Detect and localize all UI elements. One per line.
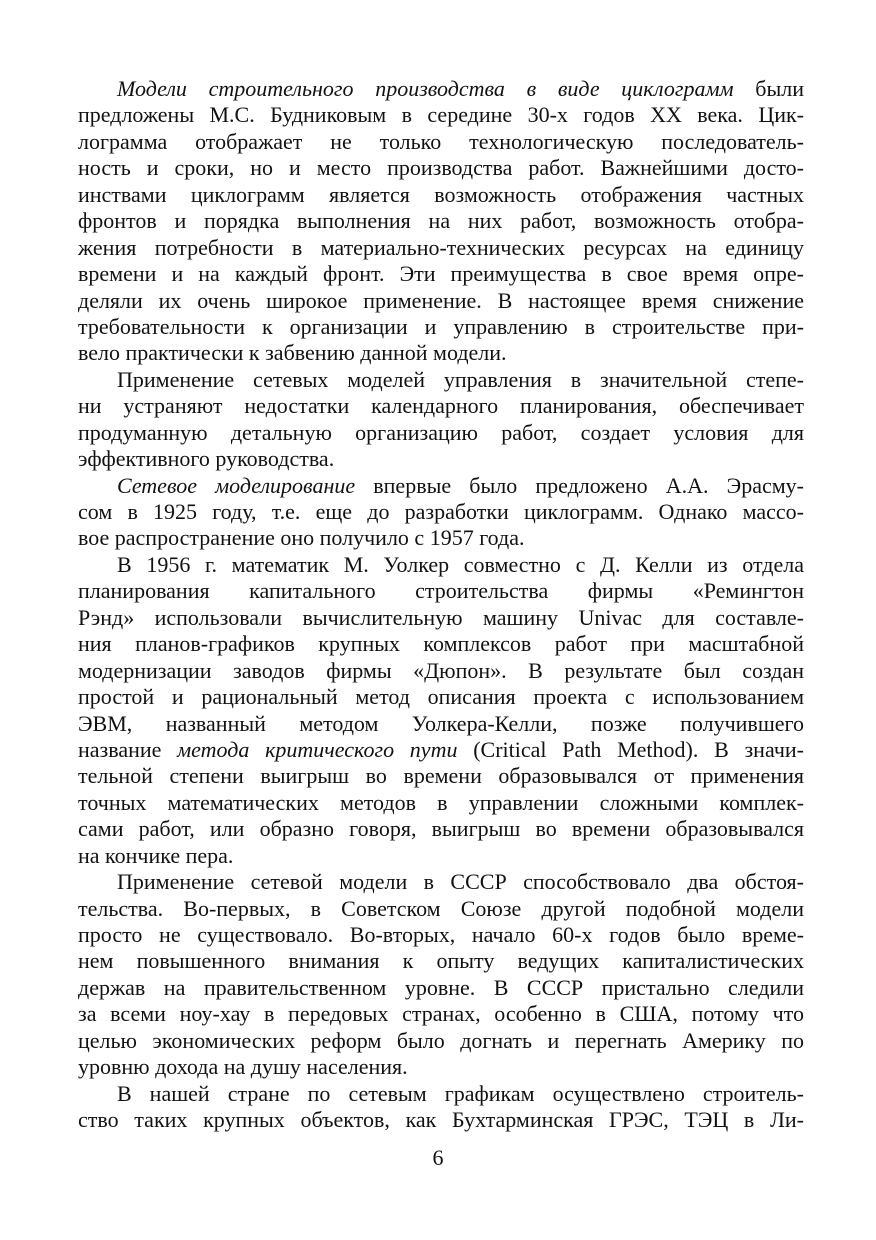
text-segment: эффективного руководства. [78,446,335,472]
italic-text-segment: Модели строительного производства в виде циклограмм [117,76,734,101]
text-segment: требовательности к организации и управлению в строительстве при- [78,313,804,339]
text-line [78,631,804,657]
text-segment: были [733,76,804,101]
text-line [78,896,804,922]
text-segment: инствами циклограмм является возможность отображения частных [78,181,804,207]
text-line [78,1107,804,1133]
text-segment: В нашей стране по сетевым графикам осуществлено строитель- [117,1080,804,1106]
text-line [78,1028,804,1054]
paragraph [78,1081,804,1134]
text-line [78,975,804,1001]
text-line [78,711,804,737]
text-line [78,948,804,974]
italic-text-segment: Сетевое моделирование [117,472,356,498]
text-segment: впервые было предложено А.А. Эрасму- [355,472,804,498]
text-line [78,578,804,604]
text-segment: просто не существовало. Во-вторых, начало 60-х годов было време- [78,922,804,947]
text-line [78,367,804,393]
text-line [78,1081,804,1107]
paragraph [78,552,804,869]
text-line [78,102,804,128]
text-line [78,446,804,472]
text-line [78,552,804,578]
text-segment: модернизации заводов фирмы «Дюпон». В результате был создан [78,657,804,683]
text-block [78,76,804,1134]
text-segment: Применение сетевой модели в СССР способствовало два обстоя- [117,869,804,895]
text-segment: Рэнд» использовали вычислительную машину Univac для составле- [78,604,804,630]
text-segment: времени и на каждый фронт. Эти преимущества в свое время опре- [78,261,804,287]
text-segment: сом в 1925 году, т.е. еще до разработки циклограмм. Однако массо- [78,499,804,524]
text-line [78,499,804,525]
text-line [78,816,804,842]
paragraph [78,367,804,473]
text-segment: ство таких крупных объектов, как Бухтарминская ГРЭС, ТЭЦ в Ли- [78,1107,804,1133]
page-number: 6 [432,1145,444,1170]
text-segment: ни устраняют недостатки календарного планирования, обеспечивает [78,393,804,419]
text-line [78,288,804,314]
text-segment: вое распространение оно получило с 1957 года. [78,525,525,551]
italic-text-segment: метода критического пути [177,736,458,762]
text-segment: уровню дохода на душу населения. [78,1054,408,1080]
text-segment: на кончике пера. [78,842,234,868]
paragraph [78,76,804,367]
text-segment: нем повышенного внимания к опыту ведущих капиталистических [78,948,804,974]
text-segment: тельной степени выигрыш во времени образовывался от применения [78,763,804,789]
text-segment: тельства. Во-первых, в Советском Союзе другой подобной модели [78,895,804,921]
text-segment: деляли их очень широкое применение. В настоящее время снижение [78,287,804,313]
text-line [78,182,804,208]
text-segment: простой и рациональный метод описания проекта с использованием [78,684,804,710]
text-line [78,420,804,446]
text-segment: название [78,736,178,762]
text-line [78,314,804,340]
text-line [78,155,804,181]
text-line [78,261,804,287]
text-line [78,684,804,710]
text-line [78,1054,804,1080]
text-segment: сами работ, или образно говоря, выигрыш во времени образовывался [78,816,804,842]
text-line [78,129,804,155]
text-segment: предложены М.С. Будниковым в середине 30-х годов ХХ века. Цик- [78,102,804,128]
text-line [78,393,804,419]
text-segment: В 1956 г. математик М. Уолкер совместно с Д. Келли из отдела [117,551,804,577]
text-line [78,605,804,631]
text-segment: ность и сроки, но и место производства работ. Важнейшими досто- [78,155,804,181]
text-line [78,658,804,684]
text-segment: точных математических методов в управлении сложными комплек- [78,789,804,815]
text-segment: за всеми ноу-хау в передовых странах, особенно в США, потому что [78,1001,804,1027]
text-segment: жения потребности в материально-технических ресурсах на единицу [78,234,804,260]
text-line [78,208,804,234]
text-segment: (Critical Path Method). В значи- [457,736,804,762]
text-line [78,763,804,789]
text-line [78,473,804,499]
text-segment: целью экономических реформ было догнать и перегнать Америку по [78,1027,804,1053]
text-line [78,737,804,763]
text-segment: ния планов-графиков крупных комплексов работ при масштабной [78,631,804,657]
paragraph [78,473,804,552]
text-line [78,790,804,816]
text-segment: планирования капитального строительства фирмы «Ремингтон [78,578,804,604]
text-line [78,76,804,102]
text-line [78,1001,804,1027]
text-segment: лограмма отображает не только технологическую последователь- [78,128,804,154]
text-segment: ЭВМ, названный методом Уолкера-Келли, позже получившего [78,710,804,736]
text-line [78,340,804,366]
text-segment: держав на правительственном уровне. В СССР пристально следили [78,974,804,1000]
paragraph [78,869,804,1081]
text-segment: продуманную детальную организацию работ, создает условия для [78,419,804,445]
text-line [78,235,804,261]
text-line [78,843,804,869]
text-line [78,922,804,948]
text-line [78,525,804,551]
text-segment: фронтов и порядка выполнения на них работ, возможность отобра- [78,208,804,234]
text-line [78,869,804,895]
text-segment: вело практически к забвению данной модели. [78,340,507,366]
text-segment: Применение сетевых моделей управления в значительной степе- [117,366,804,392]
